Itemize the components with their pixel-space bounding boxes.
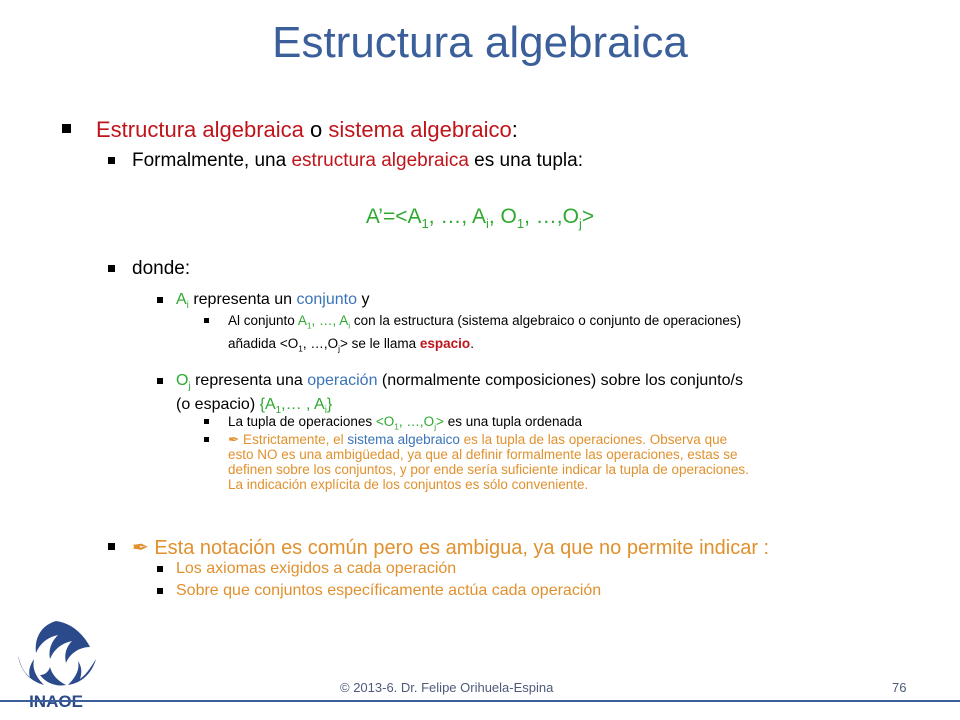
colon-text: :	[511, 117, 518, 142]
text: La tupla de operaciones	[228, 414, 376, 429]
sub: i	[324, 405, 327, 417]
formula-sub: j	[578, 216, 582, 232]
detail-line-1	[228, 313, 928, 334]
text: se le llama	[347, 335, 420, 351]
detail-line-2	[228, 336, 928, 357]
bullet-estructura-algebraica	[96, 117, 518, 143]
bullet-marker	[157, 378, 163, 384]
bullet-donde: donde:	[132, 258, 191, 279]
symbol: }	[326, 396, 333, 414]
text: (o espacio)	[176, 396, 260, 414]
formula-part: , O	[488, 205, 517, 228]
symbol: , …,O	[398, 414, 435, 429]
bullet-sobre: Sobre que conjuntos específicamente actúa cada operación	[176, 582, 602, 599]
text: Al conjunto	[228, 313, 298, 328]
term-conjunto: conjunto	[296, 291, 357, 308]
page-number: 76	[892, 680, 907, 695]
text: es la tupla de las operaciones. Observa que	[459, 432, 728, 447]
oj-line-1	[176, 372, 916, 396]
term-operacion: operación	[307, 372, 378, 389]
formula-sub: 1	[516, 216, 525, 232]
connector-text: o	[303, 117, 329, 142]
sub: 1	[394, 421, 399, 432]
symbol: >	[436, 414, 444, 429]
bullet-marker	[108, 265, 115, 272]
bullet-formalmente	[132, 150, 583, 172]
estrict-line-4: La indicación explícita de los conjuntos es sólo conveniente.	[228, 477, 589, 492]
term-sistema-algebraico: sistema algebraico	[347, 432, 460, 447]
inaoe-logo	[12, 615, 100, 713]
estrict-line-1	[228, 432, 928, 447]
formula-sub: i	[485, 216, 489, 232]
formula-part: , …, A	[428, 205, 486, 228]
bullet-ai	[176, 291, 369, 311]
footer-copyright: © 2013-6. Dr. Felipe Orihuela-Espina	[340, 680, 554, 695]
text-formalmente: Formalmente, una	[132, 150, 292, 171]
text: ✒ Estrictamente, el	[228, 432, 348, 447]
sub: 1	[298, 343, 303, 354]
bullet-marker	[108, 543, 115, 550]
text-tupla: es una tupla:	[468, 150, 583, 171]
sub: j	[338, 343, 340, 354]
term-estructura-algebraica: Estructura algebraica	[96, 117, 304, 142]
sub: j	[434, 421, 437, 432]
bullet-marker	[157, 566, 163, 572]
estrict-line-3: definen sobre los conjuntos, y por ende sería suficiente indicar la tupla de operaciones.	[228, 462, 749, 477]
bullet-axiomas: Los axiomas exigidos a cada operación	[176, 560, 457, 577]
formula-part: A’=<A	[365, 205, 422, 228]
symbol: >	[339, 335, 348, 351]
text: es una tupla ordenada	[443, 414, 583, 429]
symbol: <O	[375, 414, 395, 429]
text: (normalmente composiciones) sobre los conjunto/s	[377, 372, 743, 389]
term-espacio: espacio	[419, 335, 471, 351]
estrict-line-2: esto NO es una ambigüedad, ya que al definir formalmente las operaciones, estas se	[228, 447, 738, 462]
bullet-marker	[108, 157, 115, 164]
symbol-sub: j	[188, 381, 191, 393]
sub: 1	[275, 405, 282, 417]
bullet-marker	[157, 297, 163, 303]
symbol: , …, A	[311, 313, 349, 328]
text: añadida	[228, 335, 280, 351]
text: representa una	[190, 372, 308, 389]
symbol: A	[297, 313, 307, 328]
formula-sub: 1	[421, 216, 429, 232]
formula-part: >	[581, 205, 595, 228]
tuple-formula	[0, 205, 960, 231]
bullet-marker	[204, 318, 209, 323]
symbol-o: O	[176, 372, 189, 389]
text: con la estructura (sistema algebraico o conjunto de operaciones)	[350, 313, 742, 328]
symbol-a: A	[176, 291, 187, 308]
bullet-marker	[204, 437, 209, 442]
term-estructura: estructura algebraica	[291, 150, 469, 171]
inaoe-logo-icon	[12, 615, 100, 713]
bullet-nota: ✒ Esta notación es común pero es ambigua, ya que no permite indicar :	[132, 537, 770, 559]
bullet-marker	[204, 419, 209, 424]
text: .	[470, 335, 474, 351]
term-sistema-algebraico: sistema algebraico	[328, 117, 512, 142]
symbol: , …,O	[302, 335, 339, 351]
text-representa: representa un	[188, 291, 297, 308]
symbol-sub: i	[186, 300, 189, 312]
symbol: {A	[259, 396, 276, 414]
page-title: Estructura algebraica	[272, 18, 688, 67]
bullet-marker	[62, 124, 71, 133]
bullet-estrictamente	[228, 432, 928, 492]
bullet-ai-detail	[228, 313, 928, 356]
symbol: ,… , A	[281, 396, 325, 414]
text-y: y	[357, 291, 370, 308]
symbol: <O	[279, 335, 299, 351]
bullet-marker	[157, 588, 163, 594]
sub: 1	[306, 320, 312, 331]
formula-part: , …,O	[524, 205, 579, 228]
sub: i	[348, 320, 351, 331]
footer-divider	[0, 700, 960, 702]
